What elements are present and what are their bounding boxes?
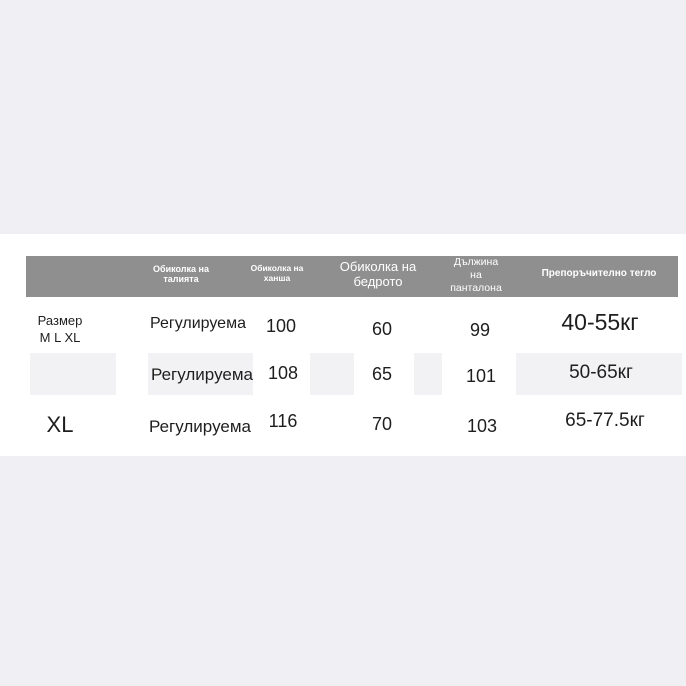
row3-length: 103	[466, 416, 498, 436]
row1-thigh: 60	[371, 319, 393, 339]
header-length: Дължина на панталона	[450, 256, 502, 294]
header-waist: Обиколка на талията	[153, 264, 209, 285]
header-hip: Обиколка на ханша	[250, 263, 304, 283]
row2-length: 101	[465, 366, 497, 386]
row1-hip: 100	[265, 316, 297, 336]
row2-thigh-left-cell	[310, 353, 354, 395]
row2-hip: 108	[267, 363, 299, 383]
size-xl: XL	[46, 412, 74, 437]
row1-weight: 40-55кг	[561, 309, 639, 335]
header-thigh: Обиколка на бедрото	[339, 259, 417, 289]
header-weight: Препоръчително тегло	[541, 268, 657, 279]
row1-waist: Регулируема	[150, 315, 246, 332]
row2-waist: Регулируема	[151, 365, 253, 384]
row2-weight: 50-65кг	[569, 362, 633, 383]
row3-hip: 116	[268, 411, 298, 431]
row3-waist: Регулируема	[149, 417, 251, 436]
row2-length-left-cell	[414, 353, 442, 395]
row3-thigh: 70	[371, 414, 393, 434]
row3-weight: 65-77.5кг	[565, 410, 645, 431]
row2-thigh: 65	[371, 364, 393, 384]
size-label: Размер M L XL	[37, 313, 83, 345]
row2-size-cell	[30, 353, 116, 395]
row1-length: 99	[469, 320, 491, 340]
